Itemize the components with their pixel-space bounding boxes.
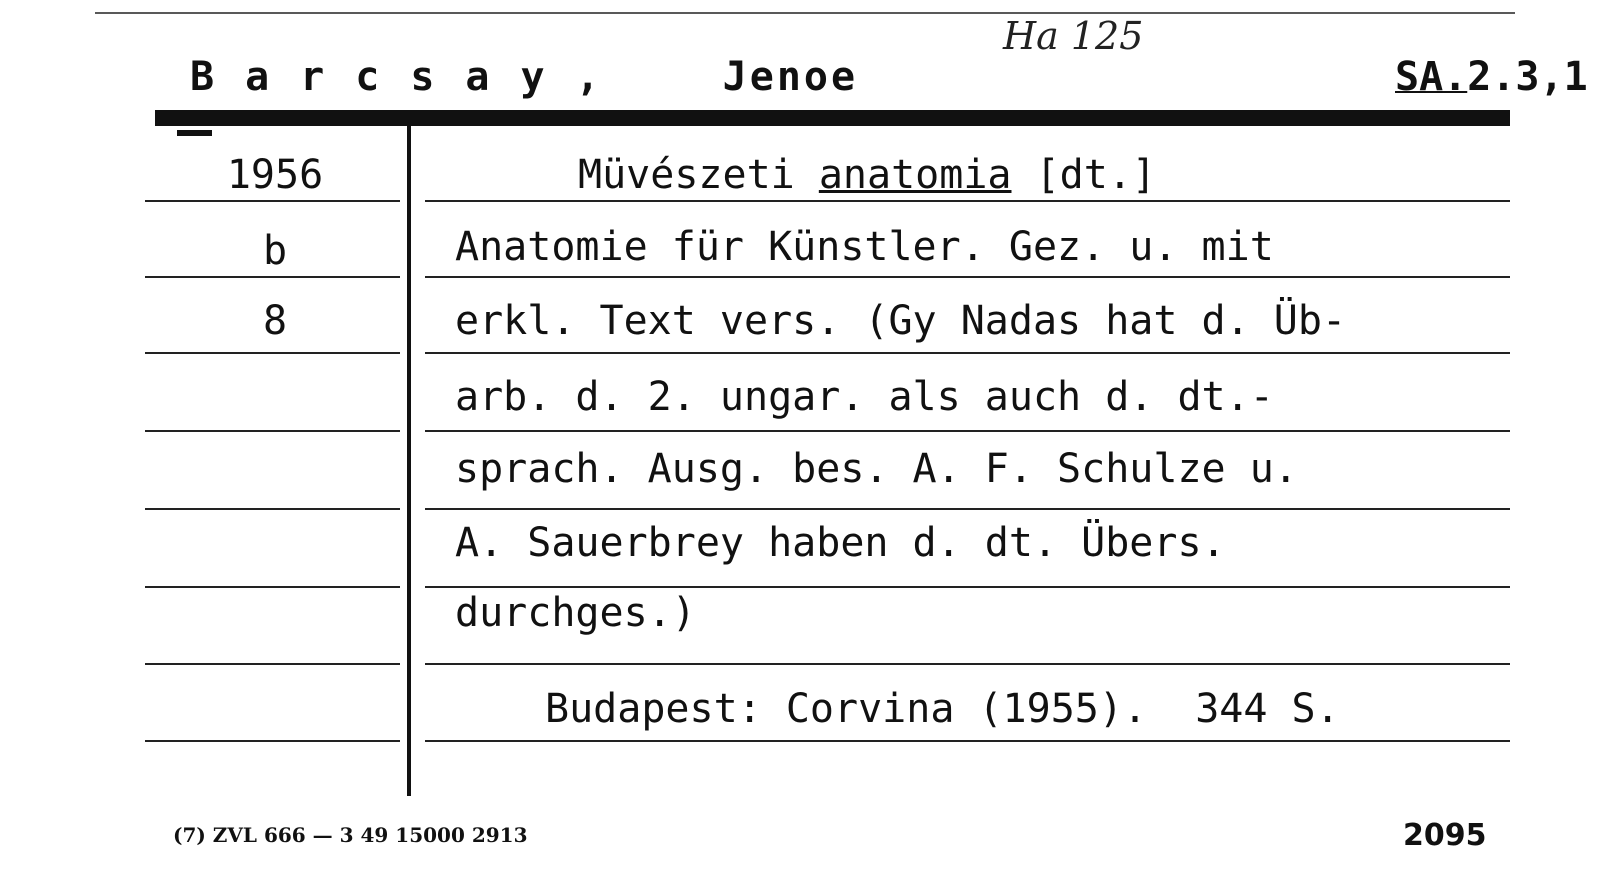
left-row-rule: [145, 430, 400, 432]
form-code: (7) ZVL 666 — 3 49 15000 2913: [173, 823, 528, 847]
size-code: 8: [262, 298, 288, 344]
right-row-rule: [425, 200, 1510, 202]
left-row-rule: [145, 740, 400, 742]
description-line: sprach. Ausg. bes. A. F. Schulze u.: [455, 446, 1298, 492]
left-row-rule: [145, 586, 400, 588]
right-row-rule: [425, 586, 1510, 588]
shelf-mark-prefix: SA.: [1395, 54, 1468, 100]
column-divider: [407, 126, 411, 796]
heading-rule: [155, 110, 1510, 126]
right-row-rule: [425, 352, 1510, 354]
handwritten-note: Ha 125: [1003, 14, 1144, 58]
right-row-rule: [425, 508, 1510, 510]
description-line: durchges.): [455, 590, 696, 636]
title-line: [578, 152, 1156, 198]
description-line: A. Sauerbrey haben d. dt. Übers.: [455, 520, 1226, 566]
left-row-rule: [145, 276, 400, 278]
publication-year: 1956: [226, 152, 324, 198]
left-row-rule: [145, 663, 400, 665]
right-row-rule: [425, 430, 1510, 432]
author-heading: [190, 54, 858, 100]
card-tab-mark: [177, 130, 212, 136]
description-line: arb. d. 2. ungar. als auch d. dt.-: [455, 374, 1274, 420]
imprint-line: Budapest: Corvina (1955). 344 S.: [545, 686, 1340, 732]
format-code: b: [262, 228, 288, 274]
left-row-rule: [145, 508, 400, 510]
description-line: erkl. Text vers. (Gy Nadas hat d. Üb-: [455, 298, 1347, 344]
left-row-rule: [145, 352, 400, 354]
author-surname: Barcsay,: [190, 54, 631, 100]
left-row-rule: [145, 200, 400, 202]
right-row-rule: [425, 663, 1510, 665]
author-given-name: Jenoe: [722, 54, 859, 100]
serial-number: 2095: [1403, 818, 1487, 853]
right-row-rule: [425, 740, 1510, 742]
title-part-2: [dt.]: [1011, 152, 1156, 198]
shelf-mark-number: 2.3,1: [1467, 54, 1588, 100]
shelf-mark: [1395, 54, 1588, 100]
right-row-rule: [425, 276, 1510, 278]
description-line: Anatomie für Künstler. Gez. u. mit: [455, 224, 1274, 270]
card-top-edge: [95, 12, 1515, 14]
title-part-1: Müvészeti: [578, 152, 819, 198]
title-underlined-word: anatomia: [818, 152, 1012, 198]
